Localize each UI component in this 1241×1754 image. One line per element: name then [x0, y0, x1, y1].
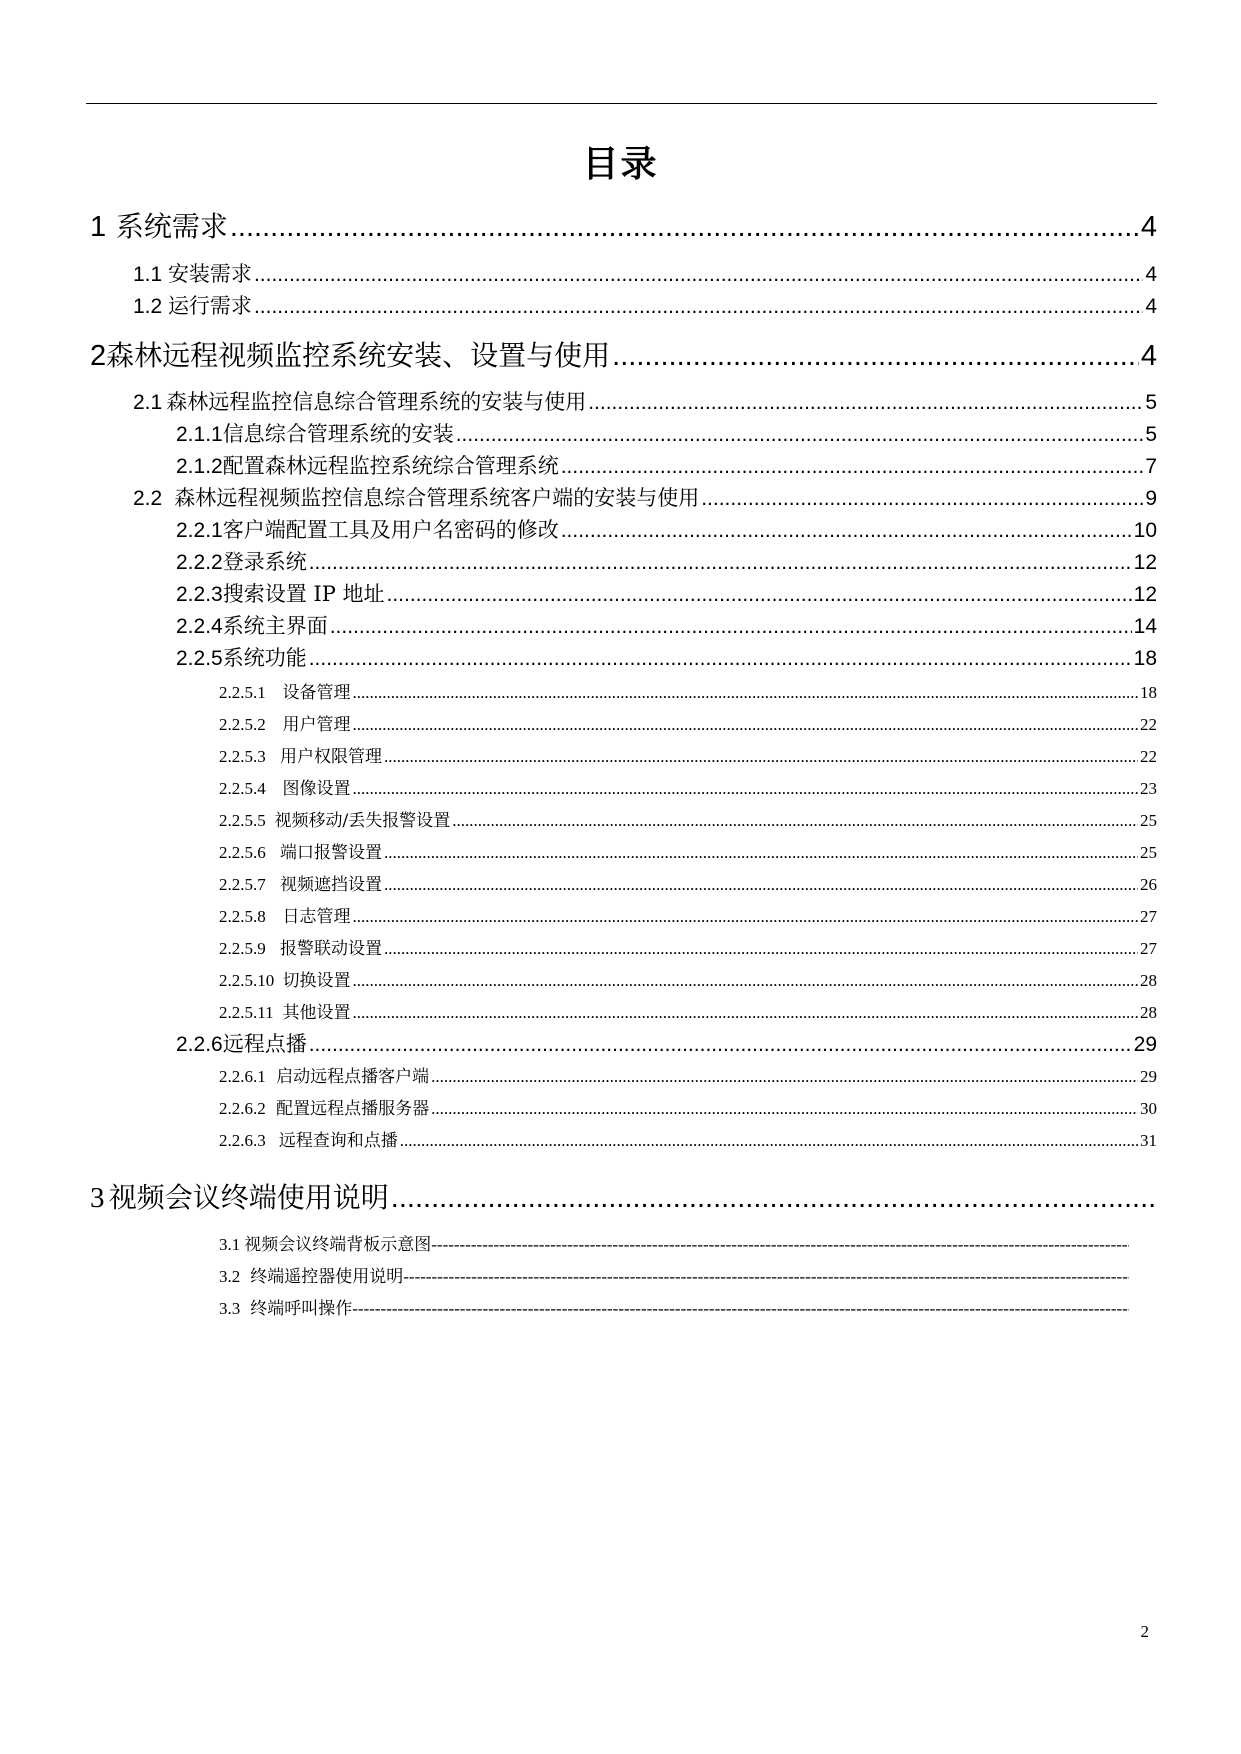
toc-entry-text: 登录系统 [222, 550, 307, 574]
toc-entry-page: 12 [1133, 551, 1157, 574]
toc-entry-text: 日志管理 [282, 907, 351, 927]
toc-entry-text: 报警联动设置 [279, 939, 382, 959]
toc-entry-number: 2.2.6 [176, 1033, 223, 1056]
toc-leader [403, 1267, 1129, 1287]
toc-entry-number: 3.2 [219, 1267, 241, 1286]
toc-entry-number: 2.2.3 [176, 583, 223, 606]
page-number: 2 [1140, 1622, 1149, 1641]
toc-entry-number: 2.2.5.10 [219, 971, 275, 990]
toc-entry[interactable] [219, 1094, 1157, 1120]
toc-leader [431, 1235, 1129, 1255]
toc-entry-text: 森林远程视频监控信息综合管理系统客户端的安装与使用 [174, 486, 700, 510]
toc-entry-page: 22 [1140, 747, 1157, 766]
toc-leader [612, 340, 1139, 373]
toc-entry-text: 视频会议终端使用说明 [108, 1181, 389, 1214]
toc-entry-number: 1.2 [133, 295, 163, 318]
toc-entry[interactable] [219, 902, 1157, 928]
toc-entry[interactable] [176, 546, 1157, 576]
toc-entry-number: 3.1 [219, 1235, 241, 1254]
toc-leader [384, 747, 1138, 767]
toc-leader [400, 1131, 1138, 1151]
toc-entry-number: 2.2.1 [176, 519, 223, 542]
toc-entry-page: 4 [1145, 263, 1157, 286]
toc-leader [254, 295, 1143, 319]
toc-leader [456, 423, 1144, 447]
toc-entry-text: 搜索设置 IP 地址 [222, 582, 385, 606]
toc-leader [330, 615, 1132, 639]
toc-entry-number: 2.2.4 [176, 615, 223, 638]
toc-entry[interactable] [176, 610, 1157, 640]
toc-entry-number: 2.2.5.8 [219, 907, 266, 926]
toc-entry-text: 切换设置 [282, 971, 351, 991]
toc-leader [391, 1182, 1155, 1215]
toc-entry-number: 2 [90, 340, 107, 372]
toc-entry[interactable] [219, 806, 1157, 832]
toc-leader [309, 647, 1132, 671]
header-rule [86, 103, 1157, 104]
toc-entry-page: 9 [1145, 487, 1157, 510]
toc-entry-number: 2.2.6.3 [219, 1131, 266, 1150]
toc-leader [452, 811, 1138, 831]
toc-entry[interactable] [176, 1028, 1157, 1058]
toc-entry-number: 2.2.5.4 [219, 779, 266, 798]
toc-entry[interactable] [219, 1262, 1129, 1288]
toc-entry-text: 配置森林远程监控系统综合管理系统 [222, 454, 559, 478]
toc-entry-number: 2.2.5.5 [219, 811, 266, 830]
toc-entry-number: 2.2.5.11 [219, 1003, 274, 1022]
toc-entry[interactable] [90, 1176, 1157, 1216]
toc-entry[interactable] [176, 642, 1157, 672]
toc-entry[interactable] [219, 1062, 1157, 1088]
toc-entry[interactable] [176, 578, 1157, 608]
toc-entry-page: 4 [1140, 211, 1157, 243]
toc-entry-page: 26 [1140, 875, 1157, 894]
toc-leader [352, 1299, 1129, 1319]
toc-entry[interactable] [133, 258, 1157, 288]
toc-entry-page: 30 [1140, 1099, 1157, 1118]
toc-leader [254, 263, 1143, 287]
toc-entry-text: 视频移动/丢失报警设置 [274, 811, 451, 831]
toc-entry-number: 1.1 [133, 263, 163, 286]
toc-entry-text: 远程点播 [222, 1032, 307, 1056]
toc-entry-page: 18 [1140, 683, 1157, 702]
toc-entry-page: 12 [1133, 583, 1157, 606]
toc-entry-number: 2.2.5.2 [219, 715, 266, 734]
toc-entry-page: 29 [1133, 1033, 1157, 1056]
toc-entry[interactable] [219, 774, 1157, 800]
toc-entry[interactable] [90, 205, 1157, 245]
toc-leader [387, 583, 1132, 607]
toc-entry-page: 5 [1145, 391, 1157, 414]
toc-entry-page: 25 [1140, 811, 1157, 830]
toc-entry-page: 25 [1140, 843, 1157, 862]
toc-entry-page: 27 [1140, 939, 1157, 958]
toc-entry-text: 信息综合管理系统的安装 [222, 422, 454, 446]
toc-entry-text: 终端遥控器使用说明 [250, 1267, 404, 1287]
toc-leader [561, 519, 1132, 543]
toc-entry-page: 10 [1133, 519, 1157, 542]
toc-entry-text: 设备管理 [282, 683, 351, 703]
toc-leader [431, 1067, 1138, 1087]
toc-entry-number: 3.3 [219, 1299, 241, 1318]
toc-entry-number: 2.2.6.2 [219, 1099, 266, 1118]
toc-entry-number: 2.1.2 [176, 455, 223, 478]
toc-entry[interactable] [133, 386, 1157, 416]
toc-entry-page: 4 [1145, 295, 1157, 318]
toc-entry-text: 森林远程视频监控系统安装、设置与使用 [106, 339, 611, 372]
toc-leader [353, 779, 1138, 799]
toc-entry[interactable] [176, 418, 1157, 448]
toc-entry-text: 视频会议终端背板示意图 [244, 1235, 432, 1255]
toc-leader [353, 907, 1138, 927]
toc-leader [309, 1033, 1132, 1057]
toc-entry-page: 23 [1140, 779, 1157, 798]
toc-entry-text: 用户管理 [282, 715, 351, 735]
toc-entry-number: 2.2.5.1 [219, 683, 266, 702]
toc-leader [384, 875, 1138, 895]
toc-entry[interactable] [176, 514, 1157, 544]
toc-entry[interactable] [219, 838, 1157, 864]
toc-entry-text: 启动远程点播客户端 [276, 1067, 430, 1087]
toc-entry[interactable] [219, 742, 1157, 768]
toc-leader [588, 391, 1143, 415]
toc-entry[interactable] [90, 334, 1157, 374]
toc-entry-page: 22 [1140, 715, 1157, 734]
toc-entry-page: 28 [1140, 1003, 1157, 1022]
toc-entry-page: 7 [1145, 455, 1157, 478]
toc-entry-page: 14 [1133, 615, 1157, 638]
toc-entry[interactable] [219, 934, 1157, 960]
toc-entry-page: 29 [1140, 1067, 1157, 1086]
toc-entry[interactable] [133, 482, 1157, 512]
toc-entry-number: 2.2 [133, 487, 163, 510]
toc-entry-number: 2.2.5.7 [219, 875, 266, 894]
toc-entry[interactable] [219, 1294, 1129, 1320]
toc-entry-text: 运行需求 [167, 294, 252, 318]
toc-leader [353, 1003, 1138, 1023]
toc-entry-number: 2.2.2 [176, 551, 223, 574]
toc-entry-number: 2.2.5.3 [219, 747, 266, 766]
toc-leader [309, 551, 1132, 575]
toc-entry[interactable] [219, 678, 1157, 704]
toc-entry-text: 系统功能 [222, 646, 307, 670]
toc-leader [431, 1099, 1138, 1119]
toc-entry-text: 森林远程监控信息综合管理系统的安装与使用 [166, 390, 587, 414]
toc-leader [230, 211, 1139, 244]
toc-entry[interactable] [219, 966, 1157, 992]
toc-entry[interactable] [219, 1230, 1129, 1256]
toc-leader [353, 683, 1138, 703]
toc-title: 目录 [582, 144, 659, 185]
toc-entry-text: 用户权限管理 [279, 747, 382, 767]
toc-entry-number: 3 [90, 1182, 105, 1214]
toc-entry[interactable] [219, 710, 1157, 736]
toc-entry-number: 2.1.1 [176, 423, 223, 446]
toc-entry[interactable] [219, 998, 1157, 1024]
toc-leader [384, 939, 1138, 959]
toc-entry-page: 31 [1140, 1131, 1157, 1150]
toc-leader [353, 715, 1138, 735]
toc-entry-text: 系统需求 [115, 210, 228, 243]
toc-entry-page: 4 [1140, 340, 1157, 372]
toc-entry[interactable] [133, 290, 1157, 320]
toc-entry-number: 2.2.5.9 [219, 939, 266, 958]
toc-leader [353, 971, 1138, 991]
toc-entry-text: 其他设置 [282, 1003, 351, 1023]
toc-leader [561, 455, 1144, 479]
toc-entry-text: 远程查询和点播 [278, 1131, 398, 1151]
toc-entry-text: 配置远程点播服务器 [276, 1099, 430, 1119]
toc-leader [384, 843, 1138, 863]
toc-entry-text: 安装需求 [167, 262, 252, 286]
toc-entry[interactable] [176, 450, 1157, 480]
toc-entry-text: 端口报警设置 [279, 843, 382, 863]
toc-entry-text: 客户端配置工具及用户名密码的修改 [222, 518, 559, 542]
toc-entry-text: 终端呼叫操作 [250, 1299, 353, 1319]
toc-entry-page: 27 [1140, 907, 1157, 926]
toc-entry-page: 28 [1140, 971, 1157, 990]
toc-leader [701, 487, 1143, 511]
toc-entry-number: 2.1 [133, 391, 163, 414]
toc-entry[interactable] [219, 1126, 1157, 1152]
toc-entry[interactable] [219, 870, 1157, 896]
toc-entry-text: 视频遮挡设置 [279, 875, 382, 895]
toc-entry-number: 2.2.5 [176, 647, 223, 670]
toc-entry-number: 1 [90, 211, 107, 243]
toc-entry-number: 2.2.5.6 [219, 843, 266, 862]
toc-entry-text: 图像设置 [282, 779, 351, 799]
toc-entry-page: 18 [1133, 647, 1157, 670]
toc-entry-number: 2.2.6.1 [219, 1067, 266, 1086]
toc-entry-text: 系统主界面 [222, 614, 328, 638]
toc-entry-page: 5 [1145, 423, 1157, 446]
